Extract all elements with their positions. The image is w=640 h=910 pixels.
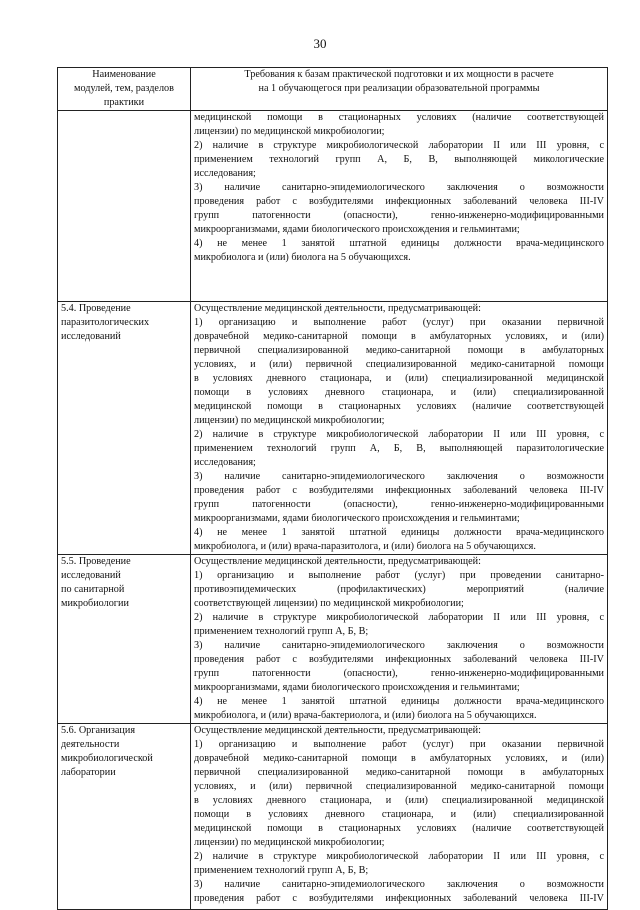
module-title-cell (58, 111, 191, 302)
text-line: Осуществление медицинской деятельности, предусматривающей: (194, 303, 481, 314)
table-row (58, 555, 608, 724)
header-module-column (58, 68, 191, 111)
requirements-cell (191, 724, 608, 910)
requirements-cell (191, 111, 608, 302)
text-line: медицинской помощи в стационарных условиях (наличие соответствующей (194, 112, 604, 123)
text-line: проведения работ с возбудителями инфекционных заболеваний человека III-IV (194, 485, 604, 496)
module-title-line: лаборатории (61, 767, 116, 778)
text-line: 4) не менее 1 занятой штатной единицы должности врача-медицинского (194, 696, 604, 707)
text-line: соответствующей лицензии) по медицинской микробиологии; (194, 598, 464, 609)
text-line: 1) организацию и выполнение работ (услуг) при проведении санитарно- (194, 570, 604, 581)
header-requirements-column (191, 68, 608, 111)
text-line: помощи в условиях дневного стационара, и (или) специализированной (194, 809, 604, 820)
module-title-line: 5.5. Проведение (61, 556, 131, 567)
module-title-line: микробиологической (61, 753, 153, 764)
text-line: исследования; (194, 457, 256, 468)
table-row (58, 111, 608, 302)
text-line: первичной специализированной медико-санитарной помощи в амбулаторных (194, 767, 604, 778)
text-line: противоэпидемических (профилактических) мероприятий (наличие (194, 584, 604, 595)
text-line: 1) организацию и выполнение работ (услуг) при оказании первичной (194, 317, 604, 328)
text-line: Осуществление медицинской деятельности, предусматривающей: (194, 556, 481, 567)
text-line: 2) наличие в структуре микробиологической лаборатории II или III уровня, с (194, 851, 604, 862)
text-line: доврачебной медико-санитарной помощи в амбулаторных условиях, и (или) (194, 753, 604, 764)
text-line: микробиолога и (или) биолога на 5 обучающихся. (194, 252, 411, 263)
text-line: 4) не менее 1 занятой штатной единицы должности врача-медицинского (194, 238, 604, 249)
text-line: применением технологий групп А, Б, В, выполняющей паразитологические (194, 443, 604, 454)
text-line: 2) наличие в структуре микробиологической лаборатории II или III уровня, с (194, 429, 604, 440)
text-line: 3) наличие санитарно-эпидемиологического заключения о возможности (194, 640, 604, 651)
text-line: в условиях дневного стационара, и (или) специализированной медицинской (194, 373, 604, 384)
text-line: микроорганизмами, ядами биологического происхождения и гельминтами; (194, 224, 520, 235)
page-number: 30 (313, 36, 327, 51)
text-line: условиях, и (или) первичной специализированной медико-санитарной помощи (194, 781, 604, 792)
text-line: исследования; (194, 168, 256, 179)
text-line: применением технологий групп А, Б, В, выполняющей микологические (194, 154, 604, 165)
module-title-cell (58, 555, 191, 724)
text-line: групп патогенности (опасности), генно-инженерно-модифицированными (194, 668, 604, 679)
requirements-table (57, 67, 608, 910)
module-title-line: 5.4. Проведение (61, 303, 131, 314)
text-line: 3) наличие санитарно-эпидемиологического заключения о возможности (194, 471, 604, 482)
text-line: лицензии) по медицинской микробиологии; (194, 837, 385, 848)
text-line: 3) наличие санитарно-эпидемиологического заключения о возможности (194, 879, 604, 890)
text-line: применением технологий групп А, Б, В; (194, 865, 369, 876)
module-title-line: деятельности (61, 739, 120, 750)
module-title-line: исследований (61, 331, 121, 342)
module-title-cell (58, 302, 191, 555)
header-text-line: на 1 обучающегося при реализации образовательной программы (258, 83, 540, 94)
requirements-cell (191, 302, 608, 555)
header-text-line: практики (103, 97, 145, 108)
text-line: проведения работ с возбудителями инфекционных заболеваний человека III-IV (194, 654, 604, 665)
text-line: 2) наличие в структуре микробиологической лаборатории II или III уровня, с (194, 612, 604, 623)
header-text-line: Требования к базам практической подготовки и их мощности в расчете (244, 69, 554, 80)
header-text-line: модулей, тем, разделов (74, 83, 174, 94)
text-line: помощи в условиях дневного стационара, и (или) специализированной (194, 387, 604, 398)
text-line: доврачебной медико-санитарной помощи в амбулаторных условиях, и (или) (194, 331, 604, 342)
text-line: медицинской помощи в стационарных условиях (наличие соответствующей (194, 401, 604, 412)
text-line: микробиолога, и (или) врача-паразитолога, и (или) биолога на 5 обучающихся. (194, 541, 536, 552)
text-line: проведения работ с возбудителями инфекционных заболеваний человека III-IV (194, 196, 604, 207)
table-row (58, 724, 608, 910)
text-line: 1) организацию и выполнение работ (услуг) при оказании первичной (194, 739, 604, 750)
table-header-row (58, 68, 608, 111)
text-line: условиях, и (или) первичной специализированной медико-санитарной помощи (194, 359, 604, 370)
header-text-line: Наименование (92, 69, 156, 80)
module-title-cell (58, 724, 191, 910)
text-line: в условиях дневного стационара, и (или) специализированной медицинской (194, 795, 604, 806)
text-line: групп патогенности (опасности), генно-инженерно-модифицированными (194, 210, 604, 221)
text-line: микроорганизмами, ядами биологического происхождения и гельминтами; (194, 513, 520, 524)
module-title-line: 5.6. Организация (61, 725, 136, 736)
text-line: лицензии) по медицинской микробиологии; (194, 415, 385, 426)
text-line: медицинской помощи в стационарных условиях (наличие соответствующей (194, 823, 604, 834)
text-line: групп патогенности (опасности), генно-инженерно-модифицированными (194, 499, 604, 510)
text-line: лицензии) по медицинской микробиологии; (194, 126, 385, 137)
text-line: Осуществление медицинской деятельности, предусматривающей: (194, 725, 481, 736)
text-line: 3) наличие санитарно-эпидемиологического заключения о возможности (194, 182, 604, 193)
text-line: применением технологий групп А, Б, В; (194, 626, 369, 637)
text-line: первичной специализированной медико-санитарной помощи в амбулаторных (194, 345, 604, 356)
text-line: 4) не менее 1 занятой штатной единицы должности врача-медицинского (194, 527, 604, 538)
module-title-line: по санитарной (61, 584, 125, 595)
text-line: 2) наличие в структуре микробиологической лаборатории II или III уровня, с (194, 140, 604, 151)
module-title-line: исследований (61, 570, 121, 581)
text-line: микроорганизмами, ядами биологического происхождения и гельминтами; (194, 682, 520, 693)
requirements-cell (191, 555, 608, 724)
text-line: проведения работ с возбудителями инфекционных заболеваний человека III-IV (194, 893, 604, 904)
module-title-line: паразитологических (61, 317, 150, 328)
table-row (58, 302, 608, 555)
module-title-line: микробиологии (61, 598, 129, 609)
text-line: микробиолога, и (или) врача-бактериолога, и (или) биолога на 5 обучающихся. (194, 710, 537, 721)
